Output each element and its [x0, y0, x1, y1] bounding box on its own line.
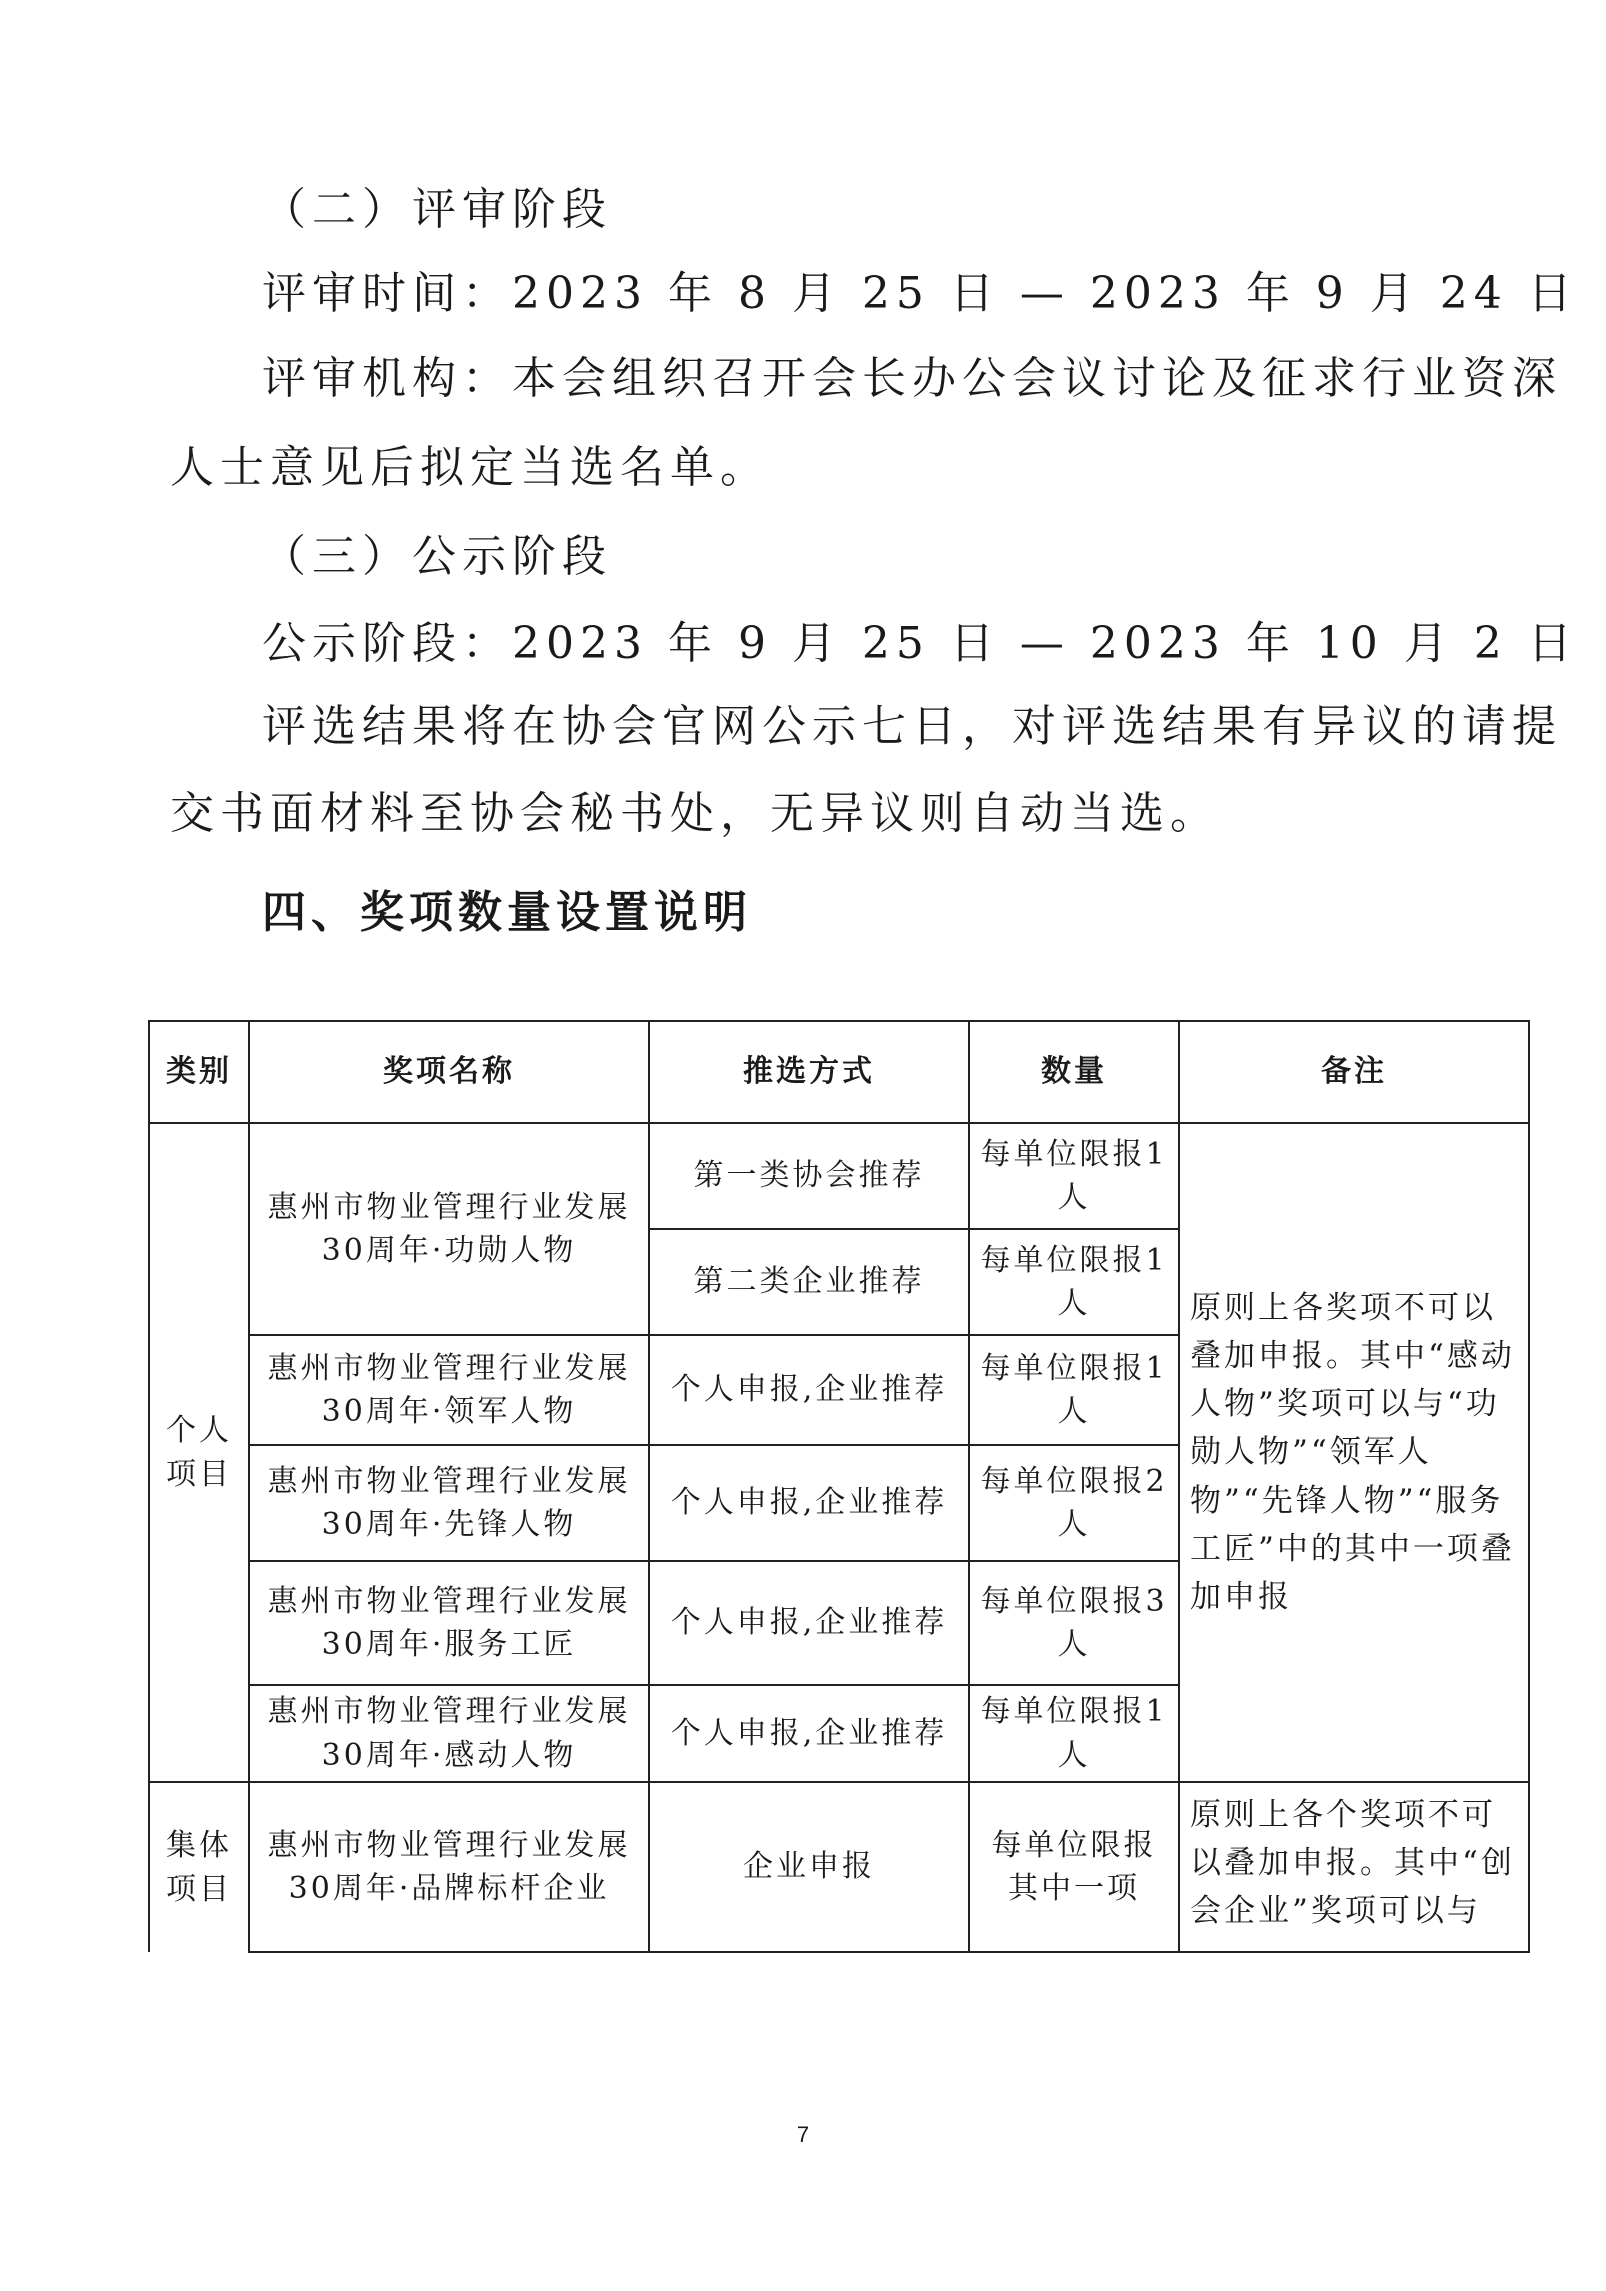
table-header-row — [149, 1021, 1529, 1123]
header-note: 备注 — [1179, 1021, 1529, 1123]
section-4-heading: 四、奖项数量设置说明 — [262, 887, 752, 938]
method: 个人申报,企业推荐 — [649, 1685, 969, 1782]
method: 第一类协会推荐 — [649, 1123, 969, 1229]
review-time: 评审时间：2023 年 8 月 25 日 — 2023 年 9 月 24 日 — [262, 268, 1578, 319]
award-name: 惠州市物业管理行业发展30周年·服务工匠 — [249, 1561, 649, 1685]
note-collective: 原则上各个奖项不可以叠加申报。其中“创会企业”奖项可以与 — [1179, 1782, 1529, 1952]
quantity: 每单位限报3人 — [969, 1561, 1179, 1685]
award-name: 惠州市物业管理行业发展30周年·品牌标杆企业 — [249, 1782, 649, 1952]
method: 个人申报,企业推荐 — [649, 1335, 969, 1445]
award-name: 惠州市物业管理行业发展30周年·功勋人物 — [249, 1123, 649, 1335]
table-row — [149, 1782, 1529, 1952]
page-number: 7 — [796, 2122, 810, 2147]
quantity: 每单位限报1人 — [969, 1335, 1179, 1445]
quantity: 每单位限报1人 — [969, 1229, 1179, 1335]
publicity-time: 公示阶段：2023 年 9 月 25 日 — 2023 年 10 月 2 日 — [262, 618, 1578, 669]
quantity: 每单位限报其中一项 — [969, 1782, 1179, 1952]
review-org-line1: 评审机构：本会组织召开会长办公会议讨论及征求行业资深 — [262, 353, 1562, 404]
review-stage-heading: （二）评审阶段 — [262, 184, 612, 235]
category-individual: 个人项目 — [149, 1123, 249, 1782]
header-quantity: 数量 — [969, 1021, 1179, 1123]
awards-table — [148, 1020, 1530, 1953]
award-name: 惠州市物业管理行业发展30周年·领军人物 — [249, 1335, 649, 1445]
award-name: 惠州市物业管理行业发展30周年·先锋人物 — [249, 1445, 649, 1561]
header-category: 类别 — [149, 1021, 249, 1123]
award-name: 惠州市物业管理行业发展30周年·感动人物 — [249, 1685, 649, 1782]
publicity-stage-heading: （三）公示阶段 — [262, 531, 612, 582]
method: 第二类企业推荐 — [649, 1229, 969, 1335]
category-collective: 集体项目 — [149, 1782, 249, 1952]
note-individual: 原则上各奖项不可以叠加申报。其中“感动人物”奖项可以与“功勋人物”“领军人物”“先锋人物”“服务工匠”中的其中一项叠加申报 — [1179, 1123, 1529, 1782]
header-method: 推选方式 — [649, 1021, 969, 1123]
quantity: 每单位限报2人 — [969, 1445, 1179, 1561]
review-org-line2: 人士意见后拟定当选名单。 — [170, 442, 770, 493]
publicity-line2: 交书面材料至协会秘书处，无异议则自动当选。 — [170, 788, 1220, 839]
quantity: 每单位限报1人 — [969, 1685, 1179, 1782]
method: 企业申报 — [649, 1782, 969, 1952]
publicity-line1: 评选结果将在协会官网公示七日，对评选结果有异议的请提 — [262, 701, 1562, 752]
quantity: 每单位限报1人 — [969, 1123, 1179, 1229]
header-award-name: 奖项名称 — [249, 1021, 649, 1123]
method: 个人申报,企业推荐 — [649, 1445, 969, 1561]
method: 个人申报,企业推荐 — [649, 1561, 969, 1685]
table-row — [149, 1123, 1529, 1229]
